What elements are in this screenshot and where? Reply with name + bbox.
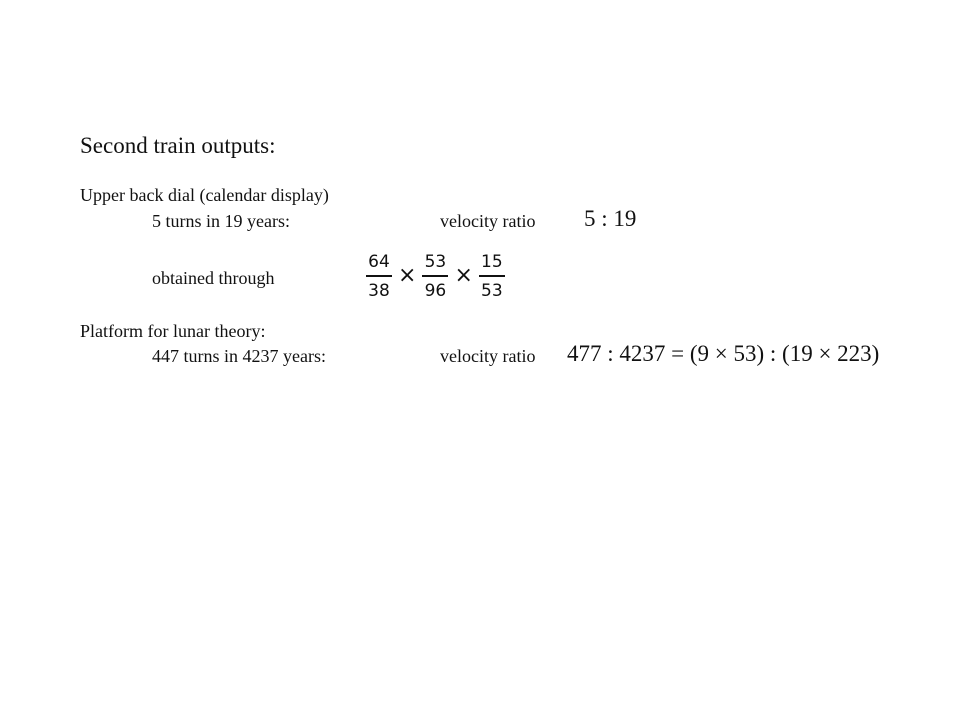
fraction-2: [422, 252, 448, 301]
platform-ratio-value: 477 : 4237 = (9 × 53) : (19 × 223): [567, 341, 880, 366]
fraction-3-bar: [479, 275, 505, 277]
fraction-3-denominator: 53: [481, 280, 503, 301]
times-symbol-1: ×: [398, 263, 417, 289]
fraction-1-numerator: 64: [368, 252, 390, 272]
upper-turns-text: 5 turns in 19 years:: [152, 211, 290, 231]
gear-fraction-product: [366, 252, 505, 301]
platform-heading: Platform for lunar theory:: [80, 321, 266, 341]
platform-velocity-ratio-label: velocity ratio: [440, 346, 536, 366]
obtained-through-label: obtained through: [152, 268, 275, 288]
fraction-2-numerator: 53: [424, 252, 447, 272]
fraction-2-denominator: 96: [424, 280, 447, 301]
times-symbol-2: ×: [454, 263, 473, 289]
fraction-3: [479, 252, 505, 301]
upper-dial-heading: Upper back dial (calendar display): [80, 185, 329, 205]
fraction-2-bar: [422, 275, 448, 277]
fraction-3-numerator: 15: [481, 252, 503, 272]
platform-turns-text: 447 turns in 4237 years:: [152, 346, 326, 366]
page-title: Second train outputs:: [80, 133, 276, 158]
fraction-1: [366, 252, 392, 301]
upper-velocity-ratio-label: velocity ratio: [440, 211, 536, 231]
upper-ratio-value: 5 : 19: [584, 206, 637, 231]
fraction-1-denominator: 38: [368, 280, 390, 301]
fraction-1-bar: [366, 275, 392, 277]
